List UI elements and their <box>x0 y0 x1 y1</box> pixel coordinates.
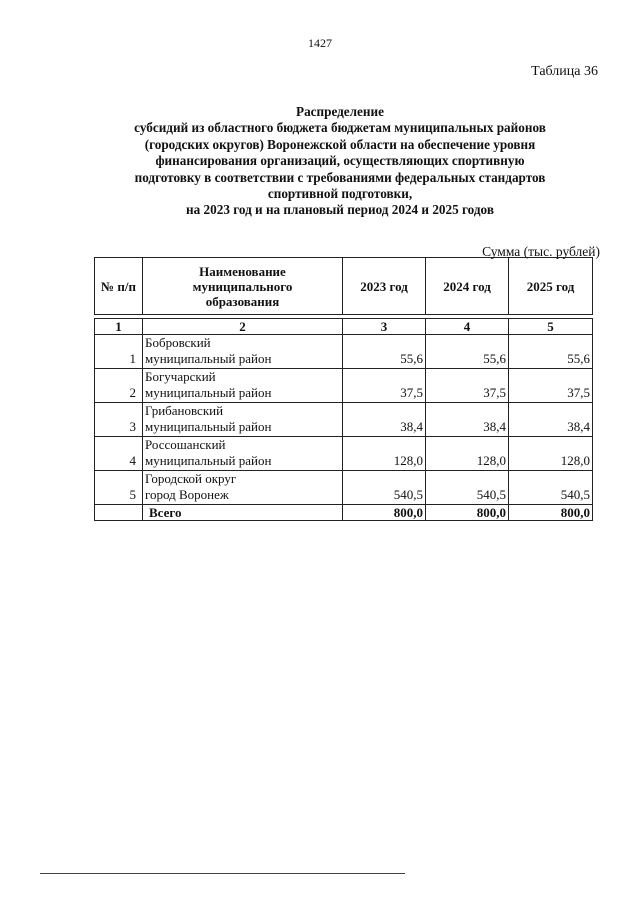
table-body <box>94 318 593 521</box>
total-num-cell <box>95 505 143 521</box>
name-line: Грибановский <box>145 403 224 418</box>
name-line: Богучарский <box>145 369 216 384</box>
header-name: Наименование муниципального образования <box>143 258 343 315</box>
value-2025: 37,5 <box>509 369 593 403</box>
table-header <box>94 257 593 315</box>
row-number: 5 <box>95 471 143 505</box>
title-line: (городских округов) Воронежской области на обеспечение уровня <box>144 136 536 152</box>
table-row <box>95 335 593 369</box>
header-2023: 2023 год <box>343 258 426 315</box>
table-row <box>95 403 593 437</box>
total-2025: 800,0 <box>509 505 593 521</box>
total-2023: 800,0 <box>343 505 426 521</box>
value-2024: 128,0 <box>426 437 509 471</box>
title-line: подготовку в соответствии с требованиями федеральных стандартов <box>134 169 546 185</box>
name-line: Бобровский <box>145 335 211 350</box>
row-number: 2 <box>95 369 143 403</box>
value-2024: 38,4 <box>426 403 509 437</box>
row-number: 4 <box>95 437 143 471</box>
name-line: муниципальный район <box>145 453 272 468</box>
value-2024: 37,5 <box>426 369 509 403</box>
title-line: спортивной подготовки, <box>267 186 413 202</box>
title-line: Распределение <box>296 104 384 119</box>
title-line: финансирования организаций, осуществляющих спортивную <box>155 153 525 169</box>
table-label: Таблица 36 <box>531 64 598 79</box>
value-2023: 38,4 <box>343 403 426 437</box>
document-title <box>60 104 620 219</box>
total-row <box>95 505 593 521</box>
table-row <box>95 471 593 505</box>
column-number: 4 <box>426 319 509 335</box>
name-line: муниципальный район <box>145 419 272 434</box>
name-line: Городской округ <box>145 471 237 486</box>
title-line: субсидий из областного бюджета бюджетам муниципальных районов <box>134 120 546 136</box>
name-line: муниципальный район <box>145 385 272 400</box>
municipality-name <box>143 437 343 471</box>
column-number: 2 <box>143 319 343 335</box>
name-line: Россошанский <box>145 437 226 452</box>
sum-unit-note: Сумма (тыс. рублей) <box>482 244 600 259</box>
value-2023: 37,5 <box>343 369 426 403</box>
column-number: 5 <box>509 319 593 335</box>
value-2025: 540,5 <box>509 471 593 505</box>
header-row <box>95 258 593 315</box>
total-label: Всего <box>143 505 343 521</box>
row-number: 1 <box>95 335 143 369</box>
municipality-name <box>143 403 343 437</box>
table-row <box>95 437 593 471</box>
title-line: на 2023 год и на плановый период 2024 и 2025 годов <box>186 202 494 218</box>
value-2025: 128,0 <box>509 437 593 471</box>
municipality-name <box>143 471 343 505</box>
footer-divider <box>40 873 405 874</box>
name-line: муниципальный район <box>145 351 272 366</box>
column-number-row <box>95 319 593 335</box>
value-2024: 55,6 <box>426 335 509 369</box>
value-2024: 540,5 <box>426 471 509 505</box>
value-2025: 38,4 <box>509 403 593 437</box>
value-2023: 540,5 <box>343 471 426 505</box>
total-2024: 800,0 <box>426 505 509 521</box>
column-number: 3 <box>343 319 426 335</box>
row-number: 3 <box>95 403 143 437</box>
page-number: 1427 <box>308 36 332 50</box>
table-row <box>95 369 593 403</box>
header-num: № п/п <box>95 258 143 315</box>
header-2025: 2025 год <box>509 258 593 315</box>
value-2025: 55,6 <box>509 335 593 369</box>
header-2024: 2024 год <box>426 258 509 315</box>
name-line: город Воронеж <box>145 487 229 502</box>
column-number: 1 <box>95 319 143 335</box>
value-2023: 55,6 <box>343 335 426 369</box>
municipality-name <box>143 369 343 403</box>
value-2023: 128,0 <box>343 437 426 471</box>
municipality-name <box>143 335 343 369</box>
